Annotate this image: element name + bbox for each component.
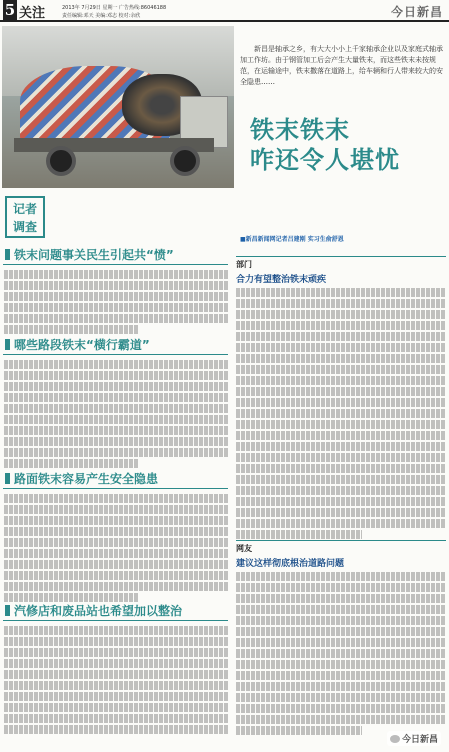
page-number: 5 [4, 1, 16, 19]
section-2-body [4, 360, 229, 470]
watermark-text: 今日新昌 [401, 735, 438, 745]
tag-line1: 记者 [12, 202, 37, 216]
section-heading-3: 路面铁末容易产生安全隐患 [3, 470, 228, 489]
headline-line1: 铁末铁末 [250, 116, 350, 144]
side-box-title: 合力有望整治铁末顽疾 [236, 275, 327, 285]
side-box-title: 建议这样彻底根治道路问题 [236, 559, 345, 569]
section-heading-2: 哪些路段铁末“横行霸道” [3, 336, 228, 355]
header-meta-line2: 责任编辑:邓天 美编:邓志 校对:余欣 [62, 13, 141, 19]
side-box-label: 部门 [236, 256, 446, 270]
side-box-1-body [236, 288, 446, 548]
masthead: 今日新昌 [390, 5, 443, 19]
wechat-icon [390, 735, 400, 743]
section-name: 关注 [19, 6, 46, 21]
headline-line2: 咋还令人堪忧 [250, 146, 400, 174]
byline: ■新昌新闻网记者吕建刚 实习生俞舒恩 [240, 236, 344, 243]
side-box-label: 网友 [236, 540, 446, 554]
section-heading-4: 汽修店和废品站也希望加以整治 [3, 602, 228, 621]
section-1-body [4, 270, 229, 336]
section-heading-1: 铁末问题事关民生引起共“愤” [3, 246, 228, 265]
truck-photo [2, 26, 234, 188]
page-header [0, 0, 449, 22]
wechat-watermark [387, 731, 441, 746]
reporter-investigation-tag [5, 196, 45, 238]
section-4-body [4, 626, 229, 746]
side-box-departments [236, 256, 446, 548]
tag-line2: 调查 [12, 220, 37, 234]
photo-wheel [170, 146, 200, 176]
side-box-2-body [236, 572, 446, 752]
header-meta-line1: 2013年 7月29日 星期一 广告热线:86046188 [62, 5, 167, 11]
photo-wheel [46, 146, 76, 176]
section-3-body [4, 494, 229, 602]
lede-paragraph: 新昌是轴承之乡，有大大小小上千家轴承企业以及家庭式轴承加工作坊。由于钢管加工后会产生大量铁末，而这些铁末未按规范，在运输途中，铁末撒落在道路上，给车辆和行人带来较大的安全隐患…… [240, 45, 443, 86]
side-box-netizens [236, 540, 446, 752]
